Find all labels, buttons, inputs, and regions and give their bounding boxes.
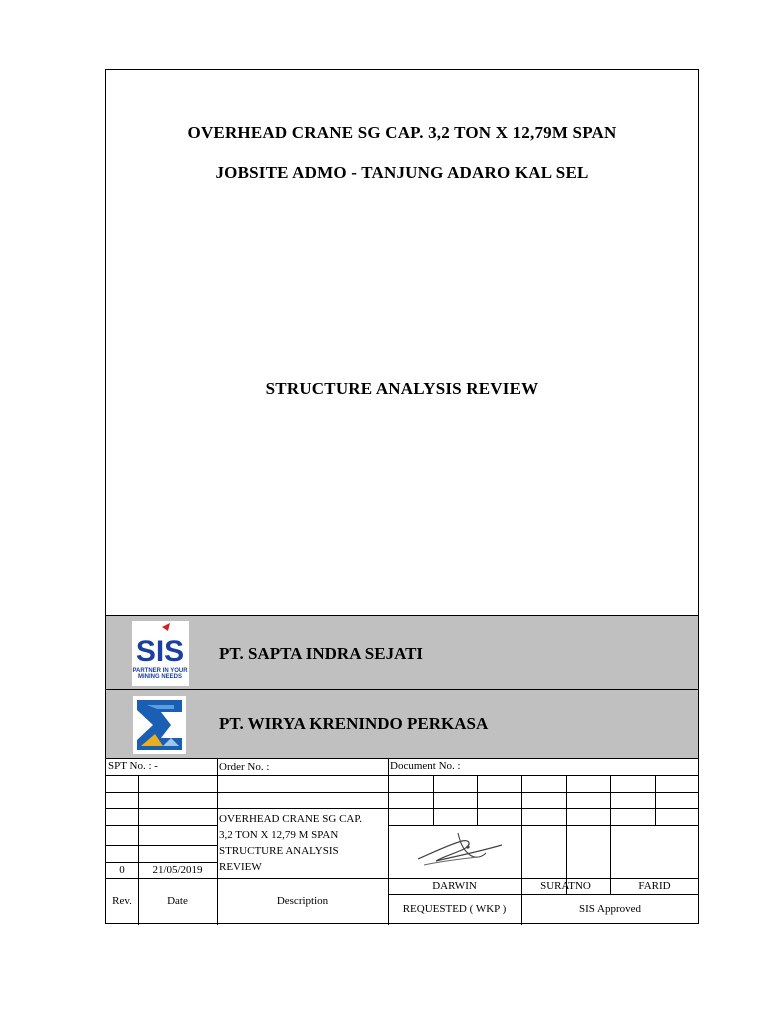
company-band-sis (106, 615, 698, 689)
sis-logo (132, 621, 189, 686)
company-name-sis: PT. SAPTA INDRA SEJATI (219, 644, 424, 663)
column-description: Description (276, 895, 329, 907)
description-line-4: REVIEW (219, 861, 262, 873)
company-name-wkp: PT. WIRYA KRENINDO PERKASA (219, 714, 489, 733)
sis-logo-tagline-1: PARTNER IN YOUR (132, 668, 188, 674)
company-band-wkp (106, 689, 698, 758)
signature (412, 827, 512, 880)
sis-logo-tagline-2: MINING NEEDS (137, 674, 183, 680)
name-suratno: SURATNO (540, 880, 591, 892)
column-rev: Rev. (112, 895, 132, 907)
date-value: 21/05/2019 (152, 864, 203, 876)
column-date: Date (167, 895, 188, 907)
name-farid: FARID (638, 880, 671, 892)
sis-logo-text: SIS (135, 635, 185, 668)
spt-number-label: SPT No. : - (108, 760, 158, 772)
requested-label: REQUESTED ( WKP ) (402, 903, 507, 915)
wkp-logo (133, 696, 186, 754)
document-number-label: Document No. : (390, 760, 461, 772)
description-line-1: OVERHEAD CRANE SG CAP. (219, 813, 363, 825)
order-number-label: Order No. : (219, 761, 270, 773)
approved-label: SIS Approved (578, 903, 642, 915)
description-line-3: STRUCTURE ANALYSIS (219, 845, 339, 857)
rev-value: 0 (119, 864, 125, 876)
revision-table (106, 758, 698, 925)
document-title: STRUCTURE ANALYSIS REVIEW (265, 379, 539, 398)
name-darwin: DARWIN (432, 880, 477, 892)
jobsite-title: JOBSITE ADMO - TANJUNG ADARO KAL SEL (215, 163, 589, 182)
project-title: OVERHEAD CRANE SG CAP. 3,2 TON X 12,79M SPAN (187, 123, 617, 142)
description-line-2: 3,2 TON X 12,79 M SPAN (219, 829, 339, 841)
document-frame (105, 69, 699, 924)
